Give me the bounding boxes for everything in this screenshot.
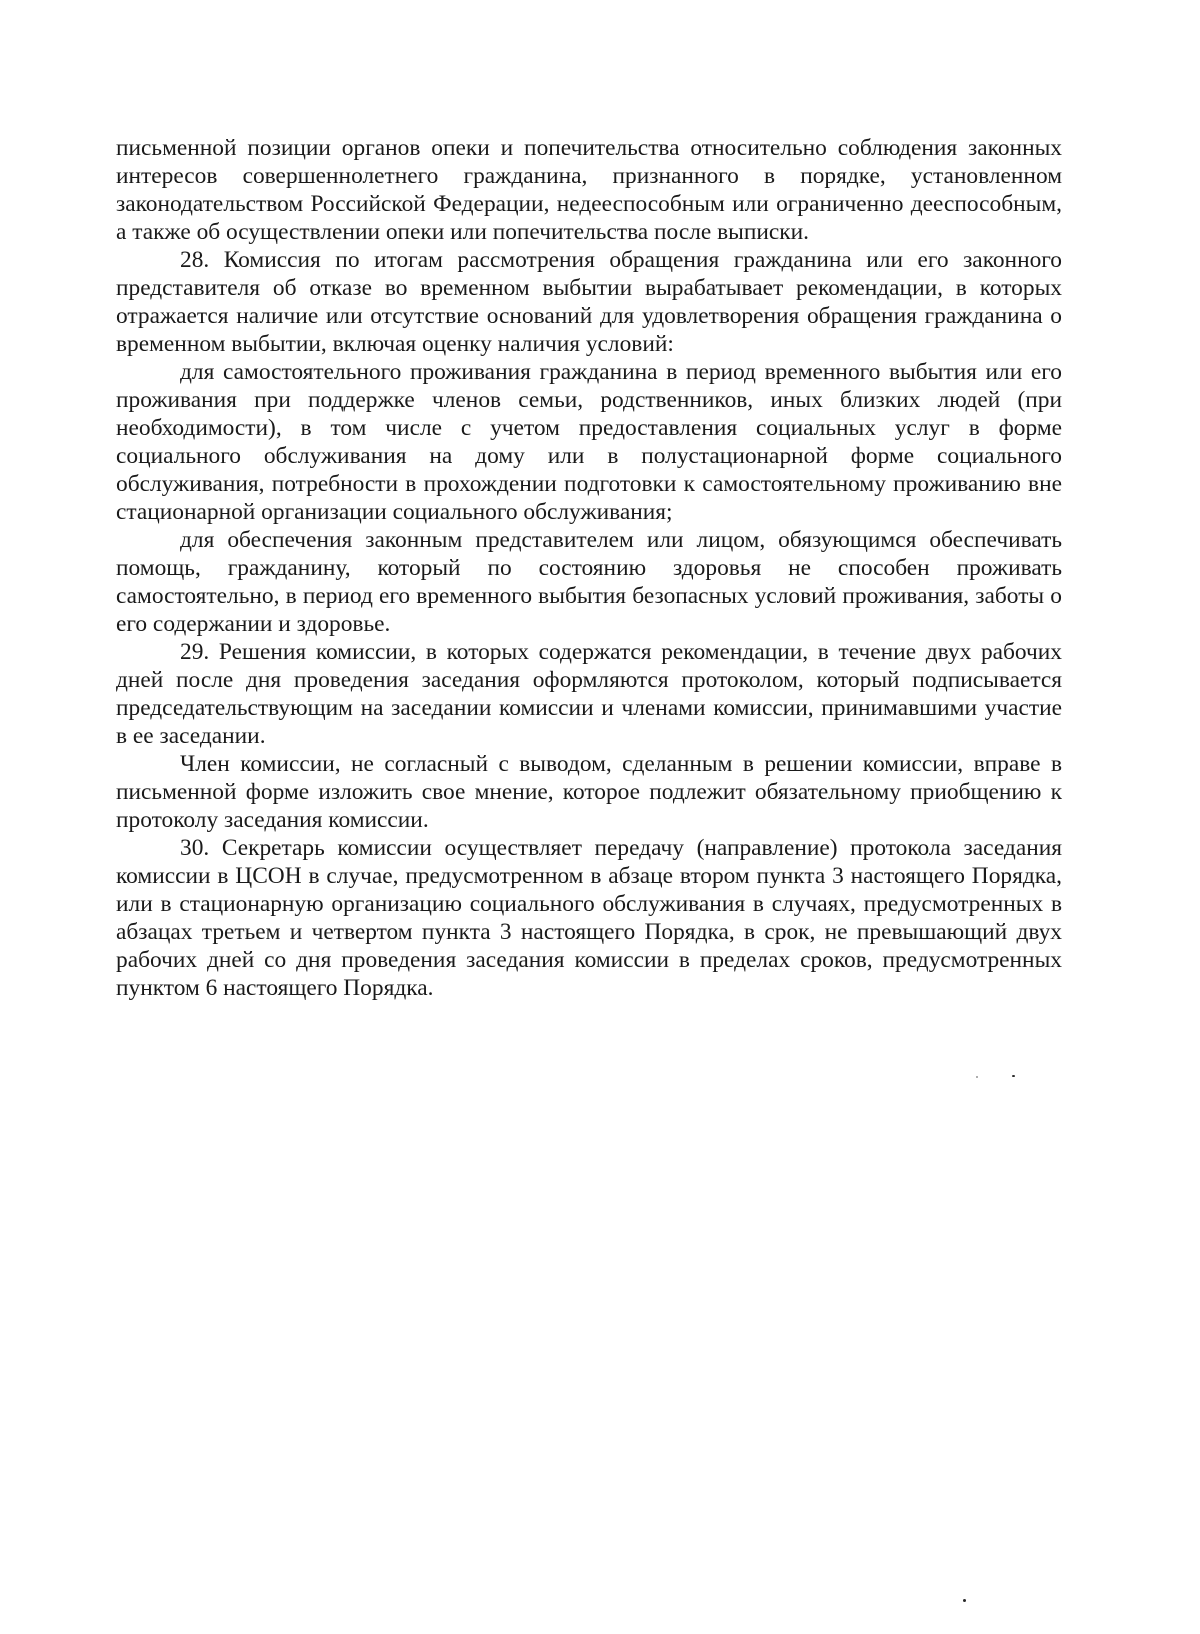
scan-speck [963,1599,966,1602]
paragraph-condition-representative-care: для обеспечения законным представителем или лицом, обязующимся обеспечивать помощь, гражданину, который по состоянию здоровья не способен проживать самостоятельно, в период его временного выбытия безопасных условий проживания, заботы о его содержании и здоровье. [116,527,1062,637]
paragraph-item-30: 30. Секретарь комиссии осуществляет передачу (направление) протокола заседания комиссии в ЦСОН в случае, предусмотренном в абзаце втором пункта 3 настоящего Порядка, или в стационарную организацию социального обслуживания в случаях, предусмотренных в абзацах третьем и четвертом пункта 3 настоящего Порядка, в срок, не превышающий двух рабочих дней со дня проведения заседания комиссии в пределах сроков, предусмотренных пунктом 6 настоящего Порядка. [116,835,1062,1001]
scan-speck [976,1076,978,1078]
paragraph-condition-independent-living: для самостоятельного проживания гражданина в период временного выбытия или его проживания при поддержке членов семьи, родственников, иных близких людей (при необходимости), в том числе с учетом предоставления социальных услуг в форме социального обслуживания на дому или в полустационарной форме социального обслуживания, потребности в прохождении подготовки к самостоятельному проживанию вне стационарной организации социального обслуживания; [116,359,1062,525]
paragraph-item-29: 29. Решения комиссии, в которых содержатся рекомендации, в течение двух рабочих дней после дня проведения заседания оформляются протоколом, который подписывается председательствующим на заседании комиссии и членами комиссии, принимавшими участие в ее заседании. [116,639,1062,749]
scan-speck [1012,1075,1015,1077]
paragraph-continuation: письменной позиции органов опеки и попечительства относительно соблюдения законных интересов совершеннолетнего гражданина, признанного в порядке, установленном законодательством Российской Федерации, недееспособным или ограниченно дееспособным, а также об осуществлении опеки или попечительства после выписки. [116,135,1062,245]
paragraph-dissenting-opinion: Член комиссии, не согласный с выводом, сделанным в решении комиссии, вправе в письменной форме изложить свое мнение, которое подлежит обязательному приобщению к протоколу заседания комиссии. [116,751,1062,833]
paragraph-item-28: 28. Комиссия по итогам рассмотрения обращения гражданина или его законного представителя об отказе во временном выбытии вырабатывает рекомендации, в которых отражается наличие или отсутствие оснований для удовлетворения обращения гражданина о временном выбытии, включая оценку наличия условий: [116,247,1062,357]
document-body [116,134,1062,1002]
